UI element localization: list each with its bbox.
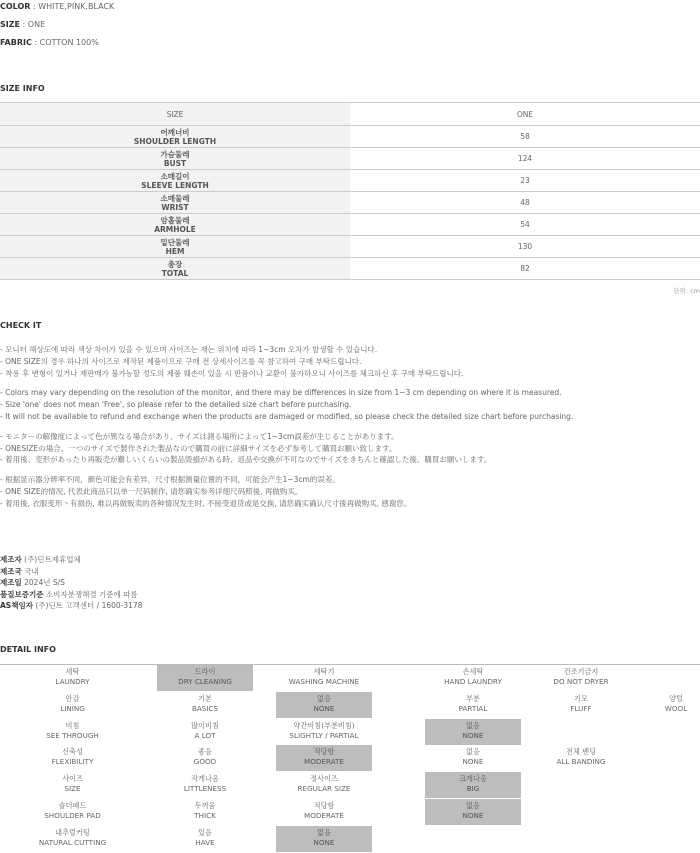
detail-row-label <box>0 692 145 718</box>
size-row-en: TOTAL <box>161 268 189 278</box>
note-line: - 착용 후 변형이 있거나 재판매가 불가능할 정도의 제품 훼손이 있을 시 반품이나 교환이 불가하오니 사이즈를 체크하신 후 구매 부탁드립니다. <box>0 368 464 378</box>
size-header-label: SIZE <box>0 103 350 126</box>
size-row-label <box>0 192 350 214</box>
detail-option <box>650 745 700 771</box>
detail-option <box>425 692 521 718</box>
detail-ko: 없음 <box>466 747 480 757</box>
detail-row <box>0 692 700 719</box>
maker-info <box>0 554 142 612</box>
detail-en: NATURAL CUTTING <box>38 837 107 847</box>
size-row-label <box>0 148 350 170</box>
maker-key: 제조자 <box>0 555 22 564</box>
maker-line <box>0 554 142 566</box>
detail-ko: 두꺼움 <box>194 800 216 810</box>
detail-option <box>425 745 521 771</box>
detail-option <box>425 719 521 745</box>
detail-row <box>0 799 700 826</box>
size-row-en: WRIST <box>161 202 189 212</box>
detail-en: NONE <box>313 837 335 847</box>
detail-row-label <box>0 826 145 852</box>
detail-en: GOOD <box>193 757 217 767</box>
attr-key: SIZE <box>0 20 21 29</box>
detail-en: SEE THROUGH <box>46 730 99 740</box>
detail-en: LAUNDRY <box>55 677 90 686</box>
size-row-ko: 총장 <box>167 259 183 269</box>
detail-row <box>0 665 700 692</box>
detail-row <box>0 745 700 772</box>
detail-option <box>521 799 641 825</box>
size-row <box>0 214 700 236</box>
note-line: - 모니터 해상도에 따라 색상 차이가 있을 수 있으며 사이즈는 재는 위치에 따라 1~3cm 오차가 발생할 수 있습니다. <box>0 345 378 354</box>
maker-key: 품질보증기준 <box>0 589 44 599</box>
maker-key: 제조국 <box>0 566 22 576</box>
size-row-value: 130 <box>350 236 700 258</box>
detail-en: FLEXIBILITY <box>51 757 94 767</box>
detail-en: MODERATE <box>304 810 344 820</box>
detail-row-label <box>0 799 145 825</box>
detail-en: THICK <box>194 810 216 820</box>
detail-en: NONE <box>462 757 484 767</box>
size-row-label <box>0 126 350 148</box>
size-header-value: ONE <box>350 103 700 126</box>
detail-row-label <box>0 772 145 798</box>
note-line: - モニターの解像度によって色が異なる場合があり、サイズは測る場所によって1~3cm誤差が生じることがあります。 <box>0 431 399 441</box>
note-line: - It will not be available to refund and exchange when the products are damaged or modified, so please check the detailed size chart before purchasing. <box>0 411 574 421</box>
size-row-ko: 소매길이 <box>160 171 190 181</box>
maker-key: AS책임자 <box>0 601 33 611</box>
detail-row-label <box>0 665 145 691</box>
note-line: - 着用後、変形があったり再販売が難しいくらいの製品毀損がある時、返品や交換が不可なのでサイズをきちんと確認した後、購買お願いします。 <box>0 455 492 465</box>
size-attr: SIZE : ONE <box>0 20 46 29</box>
detail-en: LINING <box>60 703 85 713</box>
detail-option <box>157 799 253 825</box>
note-line: - ONE SIZE의 경우 하나의 사이즈로 제작된 제품이므로 구매 전 상세사이즈를 꼭 참고하여 구매 부탁드립니다. <box>0 356 362 366</box>
maker-value: 국내 <box>24 566 39 576</box>
detail-option <box>650 772 700 798</box>
size-row-ko: 가슴둘레 <box>160 149 190 159</box>
size-row-value: 54 <box>350 214 700 236</box>
detail-ko: 적당함 <box>313 800 335 810</box>
detail-en: PARTIAL <box>458 703 488 713</box>
size-row-en: SHOULDER LENGTH <box>133 136 217 146</box>
detail-en: SIZE <box>64 784 81 794</box>
size-row-value: 58 <box>350 126 700 148</box>
detail-ko: 있음 <box>198 827 212 837</box>
detail-option <box>521 745 641 771</box>
size-row-label <box>0 258 350 280</box>
notes-group <box>0 431 700 466</box>
detail-ko: 안감 <box>65 693 80 703</box>
size-info-title: SIZE INFO <box>0 84 45 93</box>
note-line: - ONE SIZE的情况, 代表此商品只以单一尺码制作, 请您确实参考详细尺码照後, 再做购买。 <box>0 486 303 496</box>
detail-ko: 약간비침(부분비침) <box>293 720 355 730</box>
detail-option <box>157 692 253 718</box>
detail-en: WASHING MACHINE <box>288 677 360 686</box>
detail-ko: 드라이 <box>194 667 216 676</box>
size-row-ko: 어깨너비 <box>160 127 190 137</box>
maker-line <box>0 600 142 612</box>
detail-ko: 없음 <box>317 693 331 703</box>
detail-ko: 전체 밴딩 <box>565 747 597 757</box>
size-row-ko: 암홀둘레 <box>160 215 190 225</box>
detail-en: DO NOT DRYER <box>553 677 609 686</box>
detail-option <box>157 719 253 745</box>
size-row <box>0 126 700 148</box>
detail-en: FLUFF <box>570 703 592 713</box>
size-row-en: HEM <box>165 246 185 256</box>
notes-group <box>0 474 700 509</box>
detail-option <box>157 665 253 691</box>
detail-option <box>157 826 253 852</box>
note-line: - 着用後, 衣服变形丶有损伤, 难以再做贩卖的各种情况发生时, 不接受退货或是交换, 请您确实确认尺寸後再做购买, 感谢您。 <box>0 498 412 508</box>
detail-option <box>650 719 700 745</box>
size-row-value: 82 <box>350 258 700 280</box>
detail-row-label <box>0 719 145 745</box>
detail-option <box>425 826 521 852</box>
size-table-header <box>0 103 700 126</box>
detail-option <box>521 665 641 691</box>
detail-ko: 비침 <box>65 720 80 730</box>
detail-en: MODERATE <box>304 757 344 767</box>
detail-option <box>276 692 372 718</box>
detail-en: ALL BANDING <box>556 757 606 767</box>
size-row <box>0 148 700 170</box>
detail-option <box>157 745 253 771</box>
detail-option <box>276 719 372 745</box>
detail-en: LITTLENESS <box>183 784 227 794</box>
size-row <box>0 236 700 258</box>
size-row <box>0 170 700 192</box>
detail-option <box>650 799 700 825</box>
size-row <box>0 192 700 214</box>
detail-row <box>0 719 700 746</box>
detail-row <box>0 772 700 799</box>
size-row-ko: 소매둘레 <box>160 193 190 203</box>
detail-ko: 세탁 <box>65 667 80 676</box>
attr-key: FABRIC <box>0 38 32 47</box>
attr-value: ONE <box>27 20 46 29</box>
detail-en: NONE <box>462 730 484 740</box>
detail-en: NONE <box>313 703 335 713</box>
size-row-label <box>0 236 350 258</box>
detail-ko: 손세탁 <box>462 667 484 676</box>
check-it-title: CHECK IT <box>0 321 42 330</box>
detail-ko: 양털 <box>669 693 683 703</box>
detail-ko: 크게나옴 <box>459 774 487 784</box>
detail-en: NONE <box>462 810 484 820</box>
detail-option <box>425 799 521 825</box>
detail-ko: 내추럴커팅 <box>55 827 90 837</box>
detail-info-title: DETAIL INFO <box>0 645 56 654</box>
detail-option <box>157 772 253 798</box>
detail-ko: 없음 <box>466 720 480 730</box>
note-line: - 根据显示器分辨率不同，颜色可能会有差异，尺寸根据测量位置的不同，可能会产生1~3cm的误差。 <box>0 475 340 485</box>
size-row-en: SLEEVE LENGTH <box>141 180 209 190</box>
maker-line <box>0 577 142 589</box>
detail-row-label <box>0 745 145 771</box>
size-row-label <box>0 214 350 236</box>
detail-ko: 부분 <box>466 693 480 703</box>
maker-line <box>0 589 142 601</box>
size-row-en: BUST <box>163 158 187 168</box>
detail-row <box>0 826 700 853</box>
detail-ko: 건조기금지 <box>563 667 599 676</box>
size-row-en: ARMHOLE <box>154 224 196 234</box>
note-line: - Colors may vary depending on the resolution of the monitor, and there may be differences in size from 1~3 cm depending on where it is measured. <box>0 388 562 398</box>
maker-value: (주)딘트 고객센터 / 1600-3178 <box>35 601 143 611</box>
notes-group <box>0 344 700 379</box>
unit-label: 단위: cm <box>673 287 700 295</box>
detail-en: DRY CLEANING <box>178 677 232 686</box>
detail-en: HAND LAUNDRY <box>444 677 502 686</box>
detail-option <box>425 772 521 798</box>
size-row-value: 48 <box>350 192 700 214</box>
detail-en: SHOULDER PAD <box>44 810 101 820</box>
size-row-label <box>0 170 350 192</box>
size-row-ko: 밑단둘레 <box>160 237 190 247</box>
detail-option <box>276 799 372 825</box>
detail-ko: 숄더패드 <box>58 800 87 810</box>
check-it-notes <box>0 344 700 518</box>
detail-en: A LOT <box>194 730 216 740</box>
maker-value: 2024년 S/S <box>24 578 65 588</box>
detail-option <box>276 772 372 798</box>
notes-group <box>0 387 700 422</box>
detail-option <box>521 826 641 852</box>
detail-option <box>650 826 700 852</box>
color-attr: COLOR : WHITE,PINK,BLACK <box>0 2 115 11</box>
detail-option <box>276 665 372 691</box>
detail-ko: 작게나옴 <box>191 774 219 784</box>
attr-value: WHITE,PINK,BLACK <box>38 2 115 11</box>
detail-option <box>650 692 700 718</box>
detail-grid <box>0 664 700 853</box>
maker-value: 소비자분쟁해결 기준에 따름 <box>45 589 138 599</box>
detail-ko: 많이비침 <box>191 720 219 730</box>
size-table <box>0 102 700 280</box>
maker-value: (주)딘트제휴업체 <box>24 555 81 564</box>
detail-option <box>425 665 521 691</box>
maker-key: 제조일 <box>0 578 22 588</box>
detail-option <box>276 745 372 771</box>
attr-value: COTTON 100% <box>39 38 99 47</box>
fabric-attr: FABRIC : COTTON 100% <box>0 38 99 47</box>
detail-ko: 사이즈 <box>62 774 83 784</box>
detail-ko: 기모 <box>574 693 588 703</box>
detail-ko: 적당함 <box>313 747 335 757</box>
detail-en: SLIGHTLY / PARTIAL <box>289 730 359 740</box>
detail-ko: 기본 <box>198 693 212 703</box>
detail-en: BIG <box>466 784 480 794</box>
detail-option <box>276 826 372 852</box>
detail-ko: 좋음 <box>198 747 212 757</box>
detail-option <box>521 692 641 718</box>
size-row-value: 23 <box>350 170 700 192</box>
maker-line <box>0 566 142 578</box>
detail-ko: 없음 <box>317 827 331 837</box>
detail-en: BASICS <box>191 703 219 713</box>
detail-en: HAVE <box>195 837 215 847</box>
detail-ko: 정사이즈 <box>310 774 338 784</box>
note-line: - Size 'one' does not mean 'Free', so please refer to the detailed size chart before purchasing. <box>0 400 352 410</box>
detail-ko: 없음 <box>466 800 480 810</box>
size-row-value: 124 <box>350 148 700 170</box>
size-row <box>0 258 700 280</box>
detail-en: WOOL <box>664 703 688 713</box>
detail-ko: 세탁기 <box>313 667 335 676</box>
detail-option <box>521 772 641 798</box>
attr-key: COLOR <box>0 2 31 11</box>
detail-en: REGULAR SIZE <box>297 784 351 794</box>
detail-ko: 신축성 <box>62 747 83 757</box>
detail-option <box>650 665 700 691</box>
detail-option <box>521 719 641 745</box>
note-line: - ONESIZEの場合、一つのサイズで製作された製品なので購買の前に詳細サイズを必ず参考して購買お願い致します。 <box>0 443 397 453</box>
